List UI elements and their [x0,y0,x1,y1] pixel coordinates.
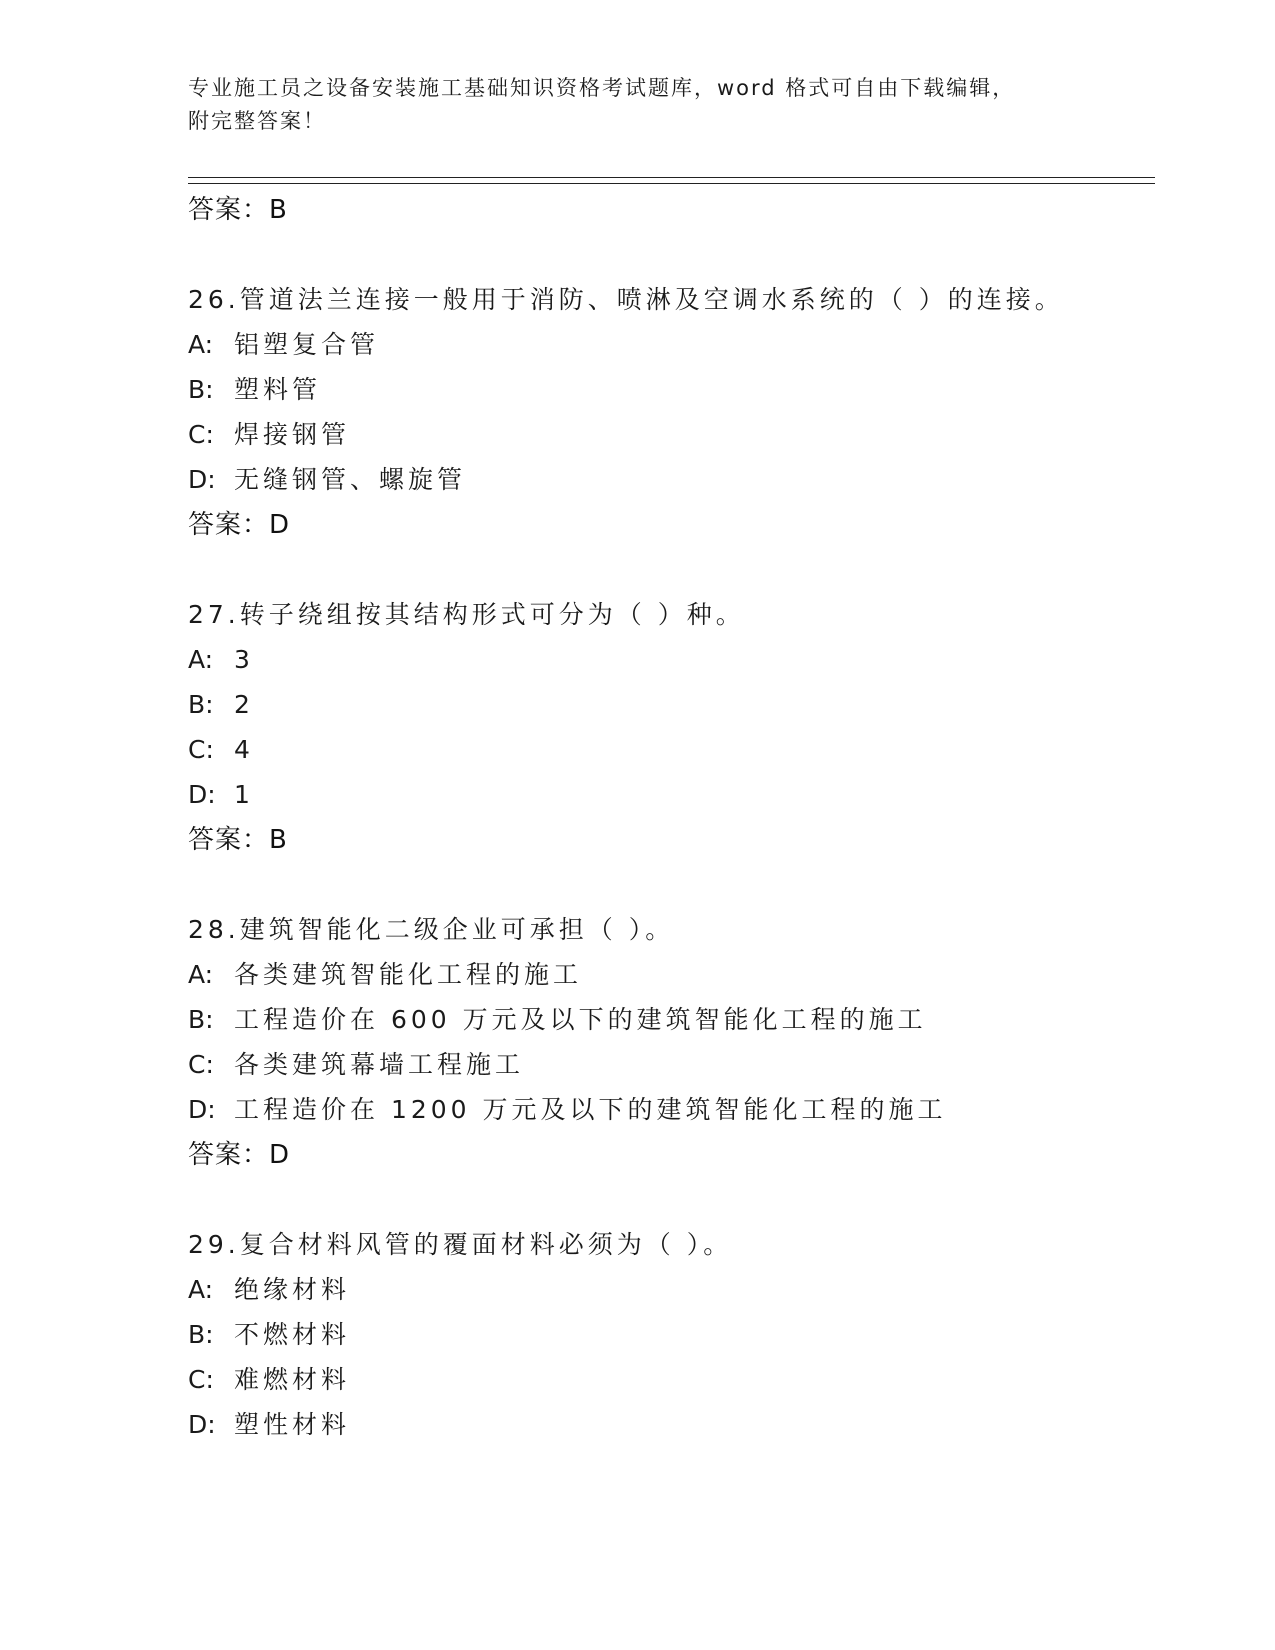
question-stem: 28.建筑智能化二级企业可承担（ ）。 [188,915,675,944]
option-label: B: [188,1005,214,1034]
option-label: B: [188,375,214,404]
answer-value: D [269,510,291,540]
answer-value: B [269,825,288,855]
option-d [188,780,254,810]
answer-value: D [269,1140,291,1170]
option-a [188,960,582,990]
answer-line [188,195,288,225]
option-label: C: [188,735,214,764]
option-d [188,465,466,495]
option-label: C: [188,1365,214,1394]
option-c [188,735,254,765]
option-text: 各类建筑幕墙工程施工 [234,1050,525,1079]
option-c [188,1050,524,1080]
option-label: D: [188,465,216,494]
option-label: C: [188,1050,214,1079]
question-stem: 26.管道法兰连接一般用于消防、喷淋及空调水系统的（ ）的连接。 [188,285,1064,314]
option-a [188,645,254,675]
answer-value: B [269,195,288,225]
question-stem: 27.转子绕组按其结构形式可分为（ ）种。 [188,600,745,629]
option-text: 2 [234,690,254,719]
option-label: A: [188,960,214,989]
header-line-1: 专业施工员之设备安装施工基础知识资格考试题库，word 格式可自由下载编辑， [188,76,1016,100]
option-text: 塑性材料 [234,1410,351,1439]
option-text: 3 [234,645,254,674]
option-text: 4 [234,735,254,764]
option-b [188,1005,927,1035]
option-b [188,1320,350,1350]
answer-label: 答案： [188,195,270,225]
option-text: 各类建筑智能化工程的施工 [234,960,583,989]
option-b [188,690,254,720]
option-text: 绝缘材料 [234,1275,351,1304]
document-header [188,72,1088,138]
question-stem: 29.复合材料风管的覆面材料必须为（ ）。 [188,1230,733,1259]
option-label: D: [188,780,216,809]
answer-label: 答案： [188,510,270,540]
header-line-2: 附完整答案！ [188,109,326,133]
header-divider-top [188,177,1155,178]
option-text: 铝塑复合管 [234,330,380,359]
header-divider-bottom [188,183,1155,184]
option-c [188,1365,350,1395]
option-label: A: [188,1275,214,1304]
option-label: D: [188,1410,216,1439]
option-text: 焊接钢管 [234,420,351,449]
option-text: 塑料管 [234,375,322,404]
option-label: B: [188,1320,214,1349]
answer-line [188,825,288,855]
answer-line [188,1140,290,1170]
option-a [188,1275,350,1305]
option-b [188,375,321,405]
option-text: 不燃材料 [234,1320,351,1349]
option-c [188,420,350,450]
option-label: C: [188,420,214,449]
option-label: A: [188,645,214,674]
option-label: A: [188,330,214,359]
option-label: D: [188,1095,216,1124]
answer-line [188,510,290,540]
option-a [188,330,379,360]
answer-label: 答案： [188,1140,270,1170]
option-label: B: [188,690,214,719]
option-d [188,1095,947,1125]
option-text: 1 [234,780,254,809]
option-text: 工程造价在 1200 万元及以下的建筑智能化工程的施工 [234,1095,947,1124]
option-text: 难燃材料 [234,1365,351,1394]
option-text: 无缝钢管、螺旋管 [234,465,467,494]
option-d [188,1410,350,1440]
answer-label: 答案： [188,825,270,855]
option-text: 工程造价在 600 万元及以下的建筑智能化工程的施工 [234,1005,927,1034]
